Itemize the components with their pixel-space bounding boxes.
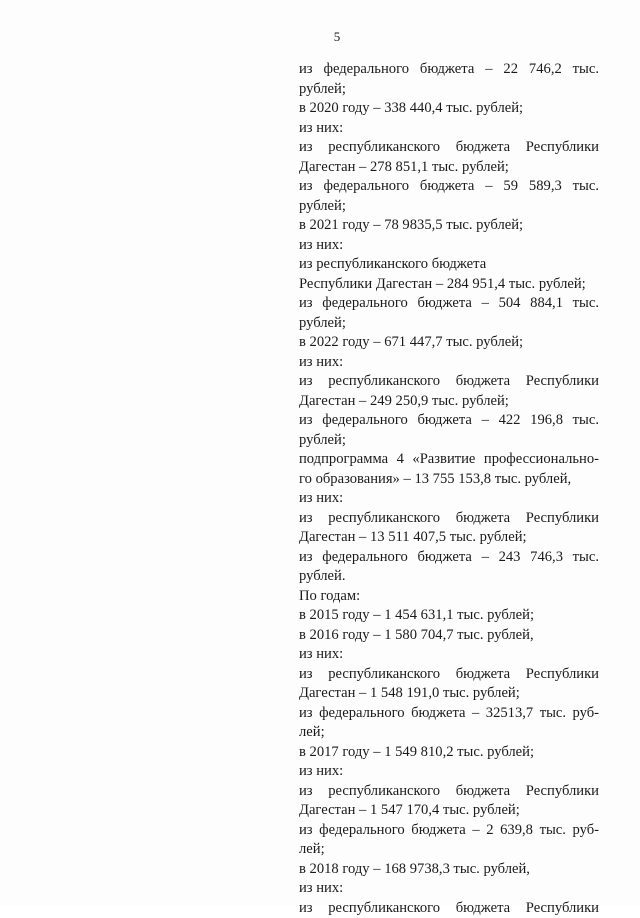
text-line: в 2017 году – 1 549 810,2 тыс. рублей; [299, 743, 599, 763]
text-line: из них: [299, 762, 599, 782]
page-number: 5 [0, 29, 640, 45]
text-line: рублей; [299, 197, 599, 217]
text-line: Дагестан – 13 511 407,5 тыс. рублей; [299, 528, 599, 548]
text-line: го образования» – 13 755 153,8 тыс. рублей, [299, 470, 599, 490]
text-line: подпрограмма 4 «Развитие профессионально- [299, 450, 599, 470]
budget-text-column [299, 60, 599, 918]
text-line: в 2018 году – 168 9738,3 тыс. рублей, [299, 860, 599, 880]
text-line: из них: [299, 119, 599, 139]
text-line: рублей; [299, 314, 599, 334]
text-line: из федерального бюджета – 32513,7 тыс. руб- [299, 704, 599, 724]
text-line: в 2021 году – 78 9835,5 тыс. рублей; [299, 216, 599, 236]
text-line: из республиканского бюджета [299, 255, 599, 275]
text-line: Дагестан – 1 548 191,0 тыс. рублей; [299, 684, 599, 704]
text-line: из них: [299, 236, 599, 256]
text-line: в 2016 году – 1 580 704,7 тыс. рублей, [299, 626, 599, 646]
text-line: из республиканского бюджета Республики [299, 138, 599, 158]
text-line: рублей; [299, 431, 599, 451]
text-line: из них: [299, 353, 599, 373]
text-line: Дагестан – 1 547 170,4 тыс. рублей; [299, 801, 599, 821]
text-line: рублей; [299, 80, 599, 100]
text-line: из республиканского бюджета Республики [299, 899, 599, 918]
text-line: из республиканского бюджета Республики [299, 372, 599, 392]
text-line: в 2015 году – 1 454 631,1 тыс. рублей; [299, 606, 599, 626]
text-line: лей; [299, 840, 599, 860]
text-line: Дагестан – 249 250,9 тыс. рублей; [299, 392, 599, 412]
text-line: из них: [299, 879, 599, 899]
text-line: из федерального бюджета – 59 589,3 тыс. [299, 177, 599, 197]
text-line: из республиканского бюджета Республики [299, 509, 599, 529]
text-line: рублей. [299, 567, 599, 587]
text-line: в 2020 году – 338 440,4 тыс. рублей; [299, 99, 599, 119]
text-line: из них: [299, 645, 599, 665]
text-line: из республиканского бюджета Республики [299, 782, 599, 802]
text-line: По годам: [299, 587, 599, 607]
text-line: из федерального бюджета – 2 639,8 тыс. руб- [299, 821, 599, 841]
text-line: в 2022 году – 671 447,7 тыс. рублей; [299, 333, 599, 353]
text-line: из федерального бюджета – 22 746,2 тыс. [299, 60, 599, 80]
text-line: Республики Дагестан – 284 951,4 тыс. рублей; [299, 275, 599, 295]
text-line: из федерального бюджета – 243 746,3 тыс. [299, 548, 599, 568]
text-line: из республиканского бюджета Республики [299, 665, 599, 685]
text-line: Дагестан – 278 851,1 тыс. рублей; [299, 158, 599, 178]
text-line: из федерального бюджета – 504 884,1 тыс. [299, 294, 599, 314]
text-line: из федерального бюджета – 422 196,8 тыс. [299, 411, 599, 431]
text-line: из них: [299, 489, 599, 509]
text-line: лей; [299, 723, 599, 743]
